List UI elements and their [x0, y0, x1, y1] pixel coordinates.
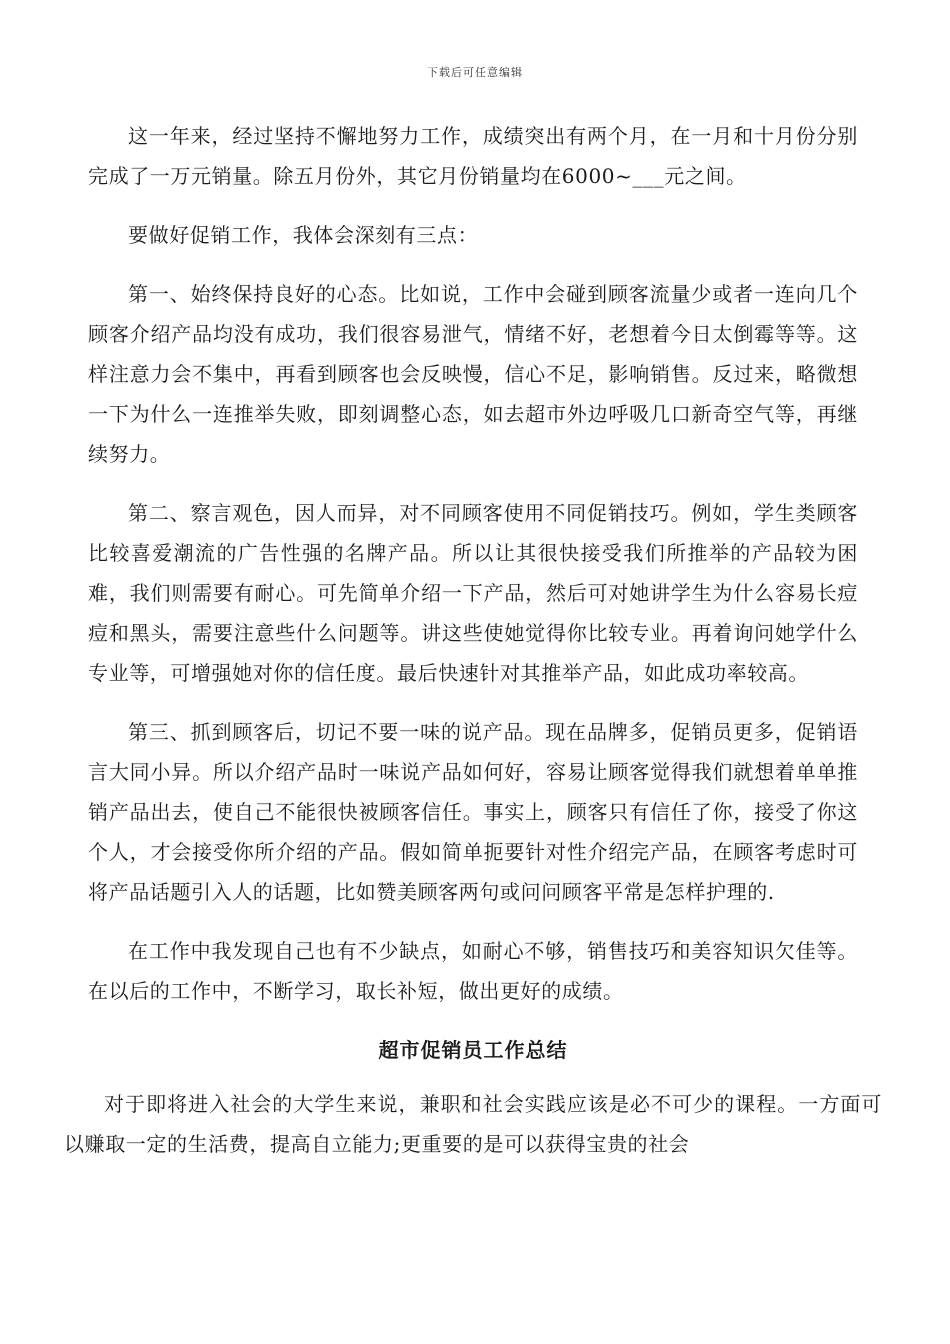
- paragraph-sales-summary: 这一年来，经过坚持不懈地努力工作，成绩突出有两个月，在一月和十月份分别完成了一万元销量。除五月份外，其它月份销量均在6000~___元之间。: [88, 124, 858, 188]
- page-header: 下载后可任意编辑: [427, 66, 523, 79]
- paragraph-shortcomings: 在工作中我发现自己也有不少缺点，如耐心不够，销售技巧和美容知识欠佳等。在以后的工作中，不断学习，取长补短，做出更好的成绩。: [88, 939, 858, 1003]
- document-body: [64, 116, 882, 1183]
- paragraph-point-two: 第二、察言观色，因人而异，对不同顾客使用不同促销技巧。例如，学生类顾客比较喜爱潮流的广告性强的名牌产品。所以让其很快接受我们所推举的产品较为困难，我们则需要有耐心。可先简单介绍一下产品，然后可对她讲学生为什么容易长痘痘和黑头，需要注意些什么问题等。讲这些使她觉得你比较专业。再着询问她学什么专业等，可增强她对你的信任度。最后快速针对其推举产品，如此成功率较高。: [88, 501, 858, 685]
- paragraph-point-one: 第一、始终保持良好的心态。比如说，工作中会碰到顾客流量少或者一连向几个顾客介绍产品均没有成功，我们很容易泄气，情绪不好，老想着今日太倒霉等等。这样注意力会不集中，再看到顾客也会反映慢，信心不足，影响销售。反过来，略微想一下为什么一连推举失败，即刻调整心态，如去超市外边呼吸几口新奇空气等，再继续努力。: [88, 282, 858, 466]
- section-title: 超市促销员工作总结: [378, 1038, 568, 1062]
- paragraph-three-points-intro: 要做好促销工作，我体会深刻有三点：: [128, 223, 479, 247]
- paragraph-closing: 对于即将进入社会的大学生来说，兼职和社会实践应该是必不可少的课程。一方面可以赚取一定的生活费，提高自立能力;更重要的是可以获得宝贵的社会: [64, 1092, 882, 1156]
- paragraph-point-three: 第三、抓到顾客后，切记不要一味的说产品。现在品牌多，促销员更多，促销语言大同小异。所以介绍产品时一味说产品如何好，容易让顾客觉得我们就想着单单推销产品出去，使自己不能很快被顾客信任。事实上，顾客只有信任了你，接受了你这个人，才会接受你所介绍的产品。假如简单扼要针对性介绍完产品，在顾客考虑时可将产品话题引入人的话题，比如赞美顾客两句或问问顾客平常是怎样护理的.: [88, 720, 858, 904]
